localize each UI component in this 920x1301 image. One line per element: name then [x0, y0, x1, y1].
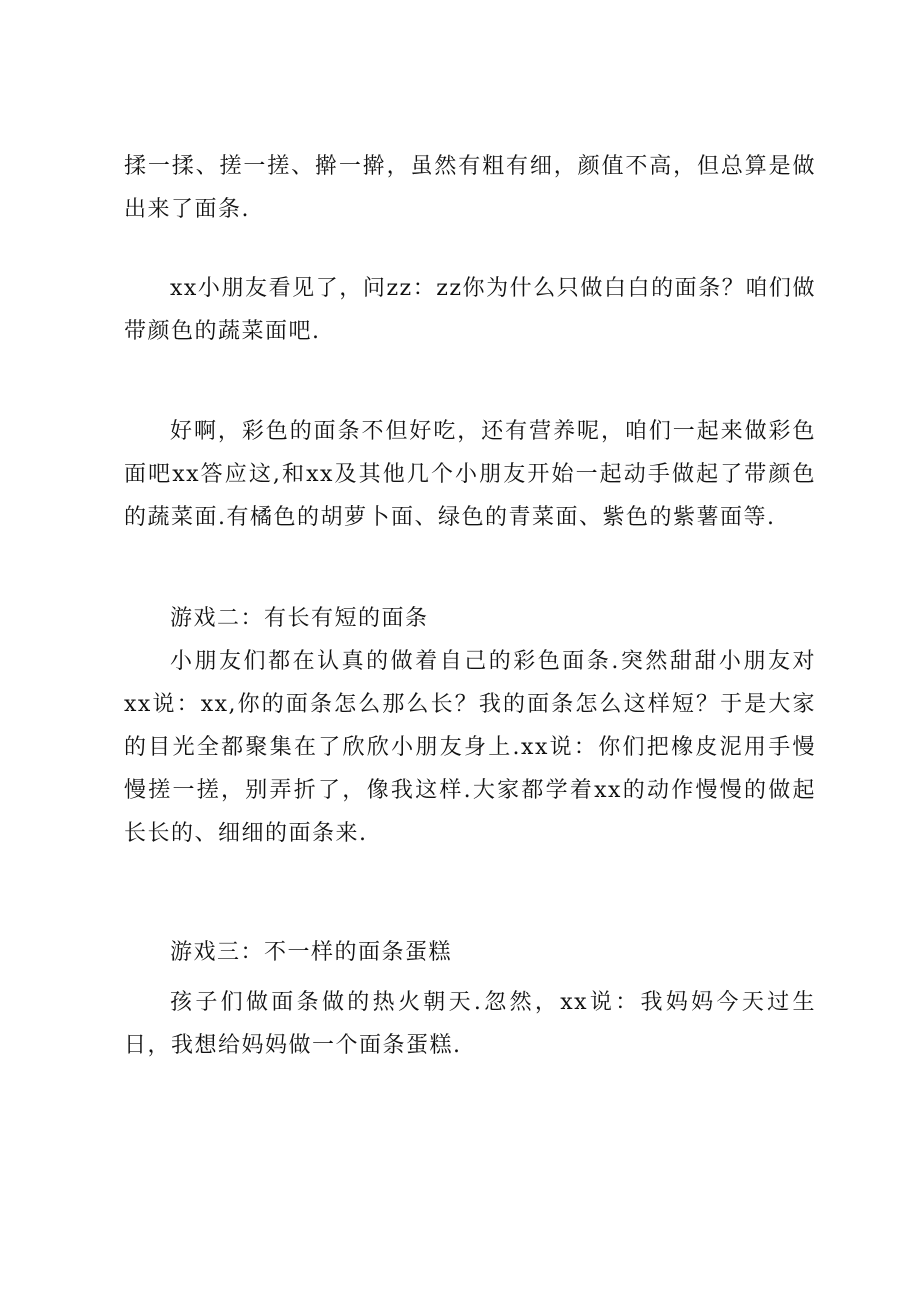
paragraph-long-short-noodles: 小朋友们都在认真的做着自己的彩色面条.突然甜甜小朋友对xx说：xx,你的面条怎么那么长？我的面条怎么这样短？于是大家的目光全都聚集在了欣欣小朋友身上.xx说：你们把橡皮泥用手慢慢搓一搓，别弄折了，像我这样.大家都学着xx的动作慢慢的做起长长的、细细的面条来.: [124, 649, 816, 846]
paragraph-noodle-making: 揉一揉、搓一搓、擀一擀，虽然有粗有细，颜值不高，但总算是做出来了面条.: [124, 154, 816, 222]
heading-game-two: 游戏二：有长有短的面条: [170, 606, 429, 631]
paragraph-vegetable-noodle-question: xx小朋友看见了，问zz：zz你为什么只做白白的面条？咱们做带颜色的蔬菜面吧.: [124, 276, 816, 344]
paragraph-noodle-cake: 孩子们做面条做的热火朝天.忽然，xx说：我妈妈今天过生日，我想给妈妈做一个面条蛋糕.: [124, 990, 816, 1058]
paragraph-colorful-noodles: 好啊，彩色的面条不但好吃，还有营养呢，咱们一起来做彩色面吧xx答应这,和xx及其他几个小朋友开始一起动手做起了带颜色的蔬菜面.有橘色的胡萝卜面、绿色的青菜面、紫色的紫薯面等.: [124, 419, 816, 530]
heading-game-three: 游戏三：不一样的面条蛋糕: [170, 940, 453, 965]
